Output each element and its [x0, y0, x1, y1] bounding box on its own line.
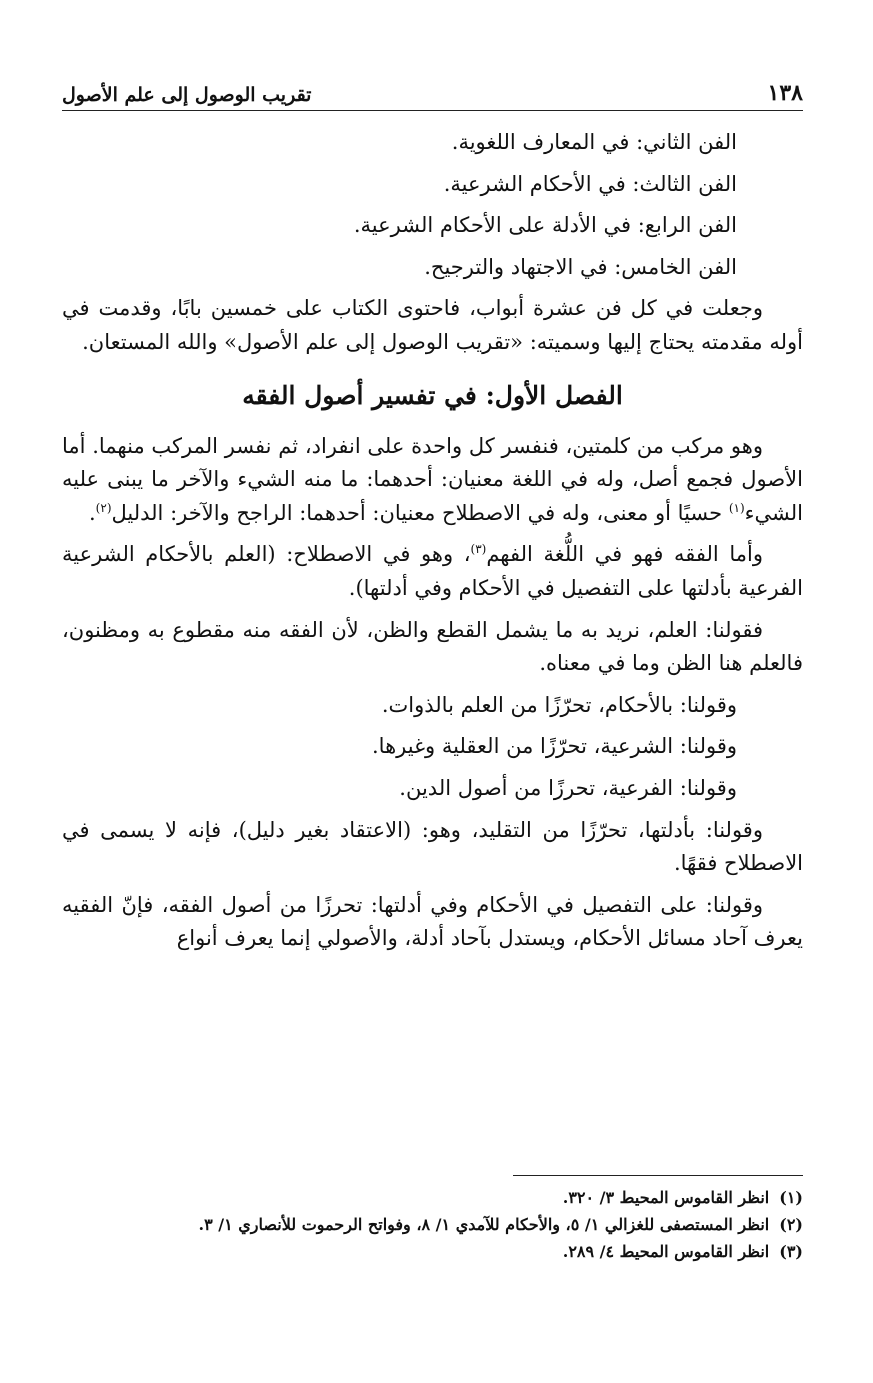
paragraph-text: ، وهو في الاصطلاح: (العلم بالأحكام الشرعية الفرعية بأدلتها على التفصيل في الأحكام وفي أدلتها). — [62, 542, 803, 600]
footnote-number: (٣) — [779, 1241, 803, 1261]
paragraph-text: حسيًا أو معنى، وله في الاصطلاح معنيان: أحدهما: الراجح والآخر: الدليل — [111, 500, 729, 525]
paragraph-ilm: فقولنا: العلم، نريد به ما يشمل القطع والظن، لأن الفقه منه مقطوع به ومظنون، فالعلم هنا الظن وما في معناه. — [62, 617, 803, 676]
page-header — [62, 72, 803, 111]
qualifier-line: وقولنا: الفرعية، تحرزًا من أصول الدين. — [399, 775, 737, 800]
qualifier-line: وقولنا: الشرعية، تحرّزًا من العقلية وغيرها. — [372, 734, 737, 759]
list-item: الفن الثالث: في الأحكام الشرعية. — [443, 171, 737, 196]
footnotes — [62, 1175, 803, 1266]
footnote-ref-1[interactable]: (١) — [728, 500, 745, 515]
footnote-ref-2[interactable]: (٢) — [95, 500, 112, 515]
chapter-title: الفصل الأول: في تفسير أصول الفقه — [242, 380, 623, 410]
footnote-text: انظر القاموس المحيط ٣/ ٣٢٠. — [562, 1188, 770, 1207]
paragraph-tafsil: وقولنا: على التفصيل في الأحكام وفي أدلتها: تحرزًا من أصول الفقه، فإنّ الفقيه يعرف آحاد مسائل الأحكام، ويستدل بآحاد أدلة، والأصولي إنما يعرف أنواع — [62, 892, 803, 951]
list-item: الفن الخامس: في الاجتهاد والترجيح. — [424, 254, 737, 279]
footnote — [62, 1240, 803, 1265]
footnote-text: انظر القاموس المحيط ٤/ ٢٨٩. — [562, 1241, 770, 1261]
list-item: الفن الثاني: في المعارف اللغوية. — [451, 130, 737, 154]
footnote-divider — [513, 1175, 803, 1176]
footnote-number: (١) — [779, 1188, 803, 1207]
list-item: الفن الرابع: في الأدلة على الأحكام الشرعية. — [353, 213, 737, 238]
footnote-ref-3[interactable]: (٣) — [470, 542, 487, 557]
paragraph-definition-fiqh — [62, 538, 803, 605]
footnote-number: (٢) — [779, 1214, 803, 1234]
paragraph-adillah: وقولنا: بأدلتها، تحرّزًا من التقليد، وهو: (الاعتقاد بغير دليل)، فإنه لا يسمى في الاصطلاح فقهًا. — [62, 817, 803, 876]
footnote-text: انظر المستصفى للغزالي ١/ ٥، والأحكام للآمدي ١/ ٨، وفواتح الرحموت للأنصاري ١/ ٣. — [198, 1214, 770, 1234]
paragraph-text: . — [88, 500, 96, 525]
intro-paragraph: وجعلت في كل فن عشرة أبواب، فاحتوى الكتاب على خمسين بابًا، وقدمت في أوله مقدمته يحتاج إليها وسميته: «تقريب الوصول إلى علم الأصول» والله المستعان. — [62, 296, 803, 354]
qualifier-line: وقولنا: بالأحكام، تحرّزًا من العلم بالذوات. — [381, 692, 737, 717]
paragraph-definition-usul — [62, 430, 803, 531]
paragraph-text: وأما الفقه فهو في اللُّغة الفهم — [486, 542, 763, 567]
footnote — [62, 1186, 803, 1211]
running-title: تقريب الوصول إلى علم الأصول — [62, 84, 312, 106]
footnote — [62, 1213, 803, 1238]
paragraph-text: وهو مركب من كلمتين، فنفسر كل واحدة على انفراد، ثم نفسر المركب منهما. أما الأصول فجمع أصل، وله في اللغة معنيان: أحدهما: ما منه الشيء والآخر ما يبنى عليه الشيء — [62, 433, 803, 525]
page-body — [62, 126, 803, 964]
page-number: ١٣٨ — [767, 80, 803, 106]
